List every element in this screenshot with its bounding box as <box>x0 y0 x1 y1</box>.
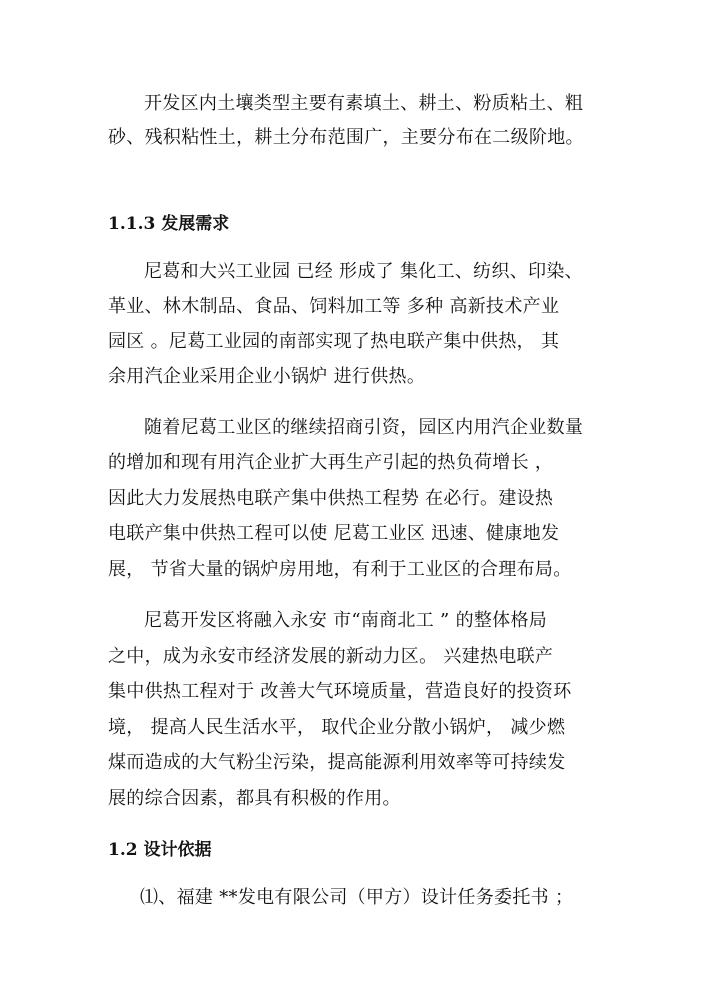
paragraph-investment-line: 展， 节省大量的锅炉房用地，有利于工业区的合理布局。 <box>108 559 572 580</box>
paragraph-development-line: 园区 。尼葛工业园的南部实现了热电联产集中供热， 其 <box>108 331 560 352</box>
paragraph-layout-line: 展的综合因素，都具有积极的作用。 <box>108 788 401 809</box>
section-heading-1-1-3: 1.1.3 发展需求 <box>108 214 230 234</box>
paragraph-layout-line: 尼葛开发区将融入永安 市“南商北工 ” 的整体格局 <box>144 610 548 631</box>
basis-list-item: ⑴、福建 **发电有限公司（甲方）设计任务委托书 ； <box>140 887 574 908</box>
paragraph-layout-line: 集中供热工程对于 改善大气环境质量，营造良好的投资环 <box>108 681 572 702</box>
paragraph-development-line: 尼葛和大兴工业园 已经 形成了 集化工、纺织、印染、 <box>144 261 583 282</box>
paragraph-development-line: 革业、林木制品、食品、饲料加工等 多种 高新技术产业 <box>108 296 560 317</box>
paragraph-investment-line: 的增加和现有用汽企业扩大再生产引起的热负荷增长 ， <box>108 452 554 473</box>
paragraph-investment-line: 随着尼葛工业区的继续招商引资，园区内用汽企业数量 <box>144 417 584 438</box>
paragraph-investment-line: 电联产集中供热工程可以使 尼葛工业区 迅速、健康地发 <box>108 523 560 544</box>
paragraph-investment-line: 因此大力发展热电联产集中供热工程势 在必行。建设热 <box>108 488 554 509</box>
paragraph-layout-line: 境， 提高人民生活水平， 取代企业分散小锅炉， 减少燃 <box>108 717 566 738</box>
section-heading-1-2: 1.2 设计依据 <box>108 840 212 860</box>
paragraph-soil-line: 开发区内土壤类型主要有素填土、耕土、粉质粘土、粗 <box>144 93 584 114</box>
paragraph-layout-line: 煤而造成的大气粉尘污染，提高能源利用效率等可持续发 <box>108 752 566 773</box>
paragraph-soil-line: 砂、残积粘性土，耕土分布范围广，主要分布在二级阶地。 <box>108 127 584 148</box>
paragraph-layout-line: 之中，成为永安市经济发展的新动力区。 兴建热电联产 <box>108 646 554 667</box>
paragraph-development-line: 余用汽企业采用企业小锅炉 进行供热。 <box>108 366 426 387</box>
